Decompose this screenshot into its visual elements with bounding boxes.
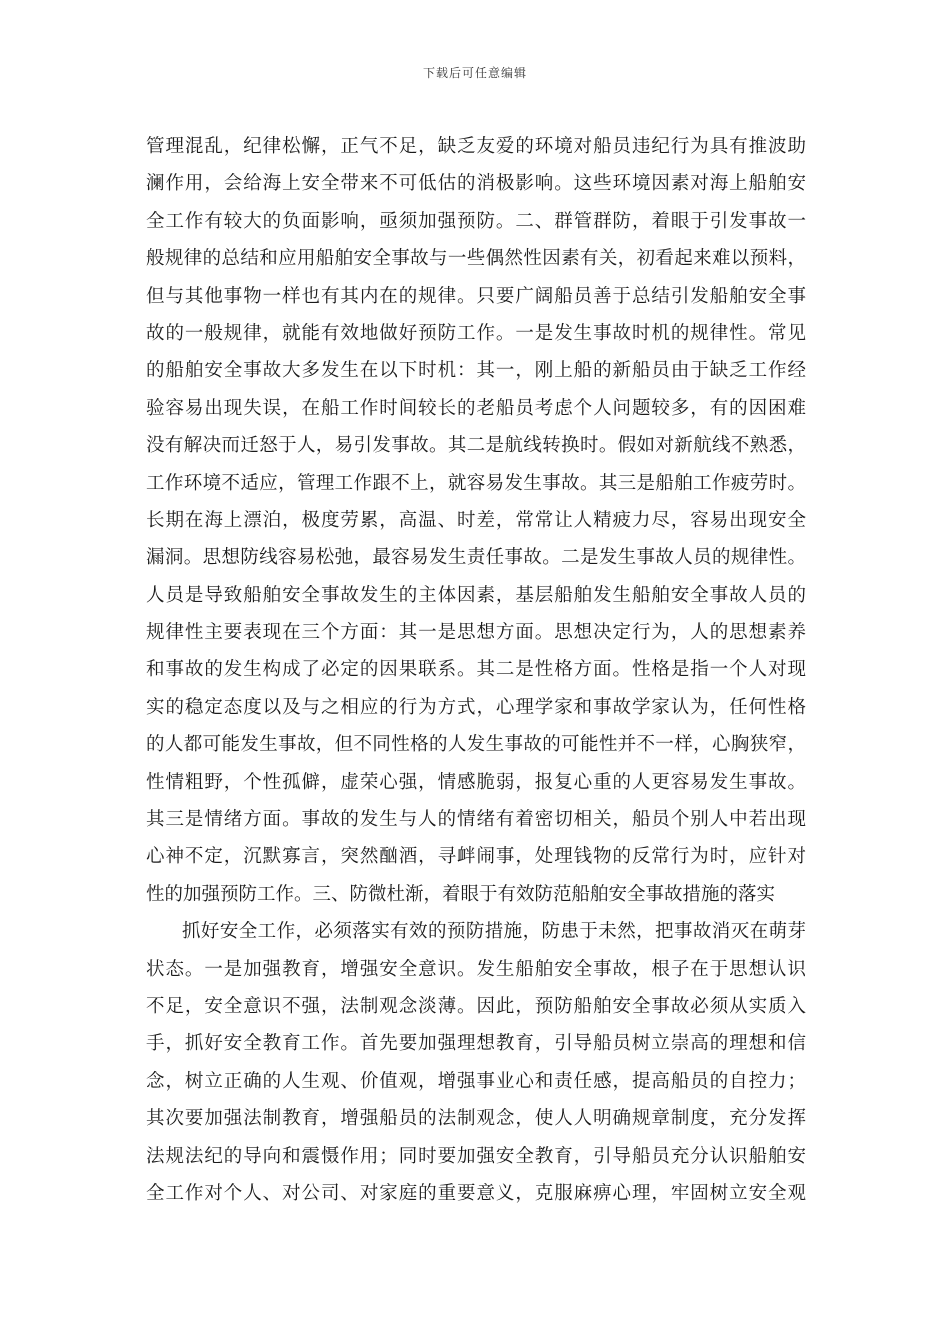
text-line: 法规法纪的导向和震慑作用；同时要加强安全教育，引导船员充分认识船舶安	[146, 1145, 806, 1167]
text-line: 没有解决而迁怒于人，易引发事故。其二是航线转换时。假如对新航线不熟悉，	[146, 435, 806, 457]
document-body	[146, 128, 806, 1212]
text-line: 工作环境不适应，管理工作跟不上，就容易发生事故。其三是船舶工作疲劳时。	[146, 472, 806, 494]
text-line: 长期在海上漂泊，极度劳累，高温、时差，常常让人精疲力尽，容易出现安全	[146, 509, 806, 531]
text-line: 念，树立正确的人生观、价值观，增强事业心和责任感，提高船员的自控力；	[146, 1070, 806, 1092]
text-line: 的人都可能发生事故，但不同性格的人发生事故的可能性并不一样，心胸狭窄，	[146, 734, 806, 756]
text-line: 实的稳定态度以及与之相应的行为方式，心理学家和事故学家认为，任何性格	[146, 696, 806, 718]
text-line: 和事故的发生构成了必定的因果联系。其二是性格方面。性格是指一个人对现	[146, 659, 806, 681]
text-line: 人员是导致船舶安全事故发生的主体因素，基层船舶发生船舶安全事故人员的	[146, 584, 806, 606]
text-line: 漏洞。思想防线容易松弛，最容易发生责任事故。二是发生事故人员的规律性。	[146, 547, 806, 569]
text-line: 般规律的总结和应用船舶安全事故与一些偶然性因素有关，初看起来难以预料，	[146, 248, 806, 270]
text-line: 其三是情绪方面。事故的发生与人的情绪有着密切相关，船员个别人中若出现	[146, 809, 806, 831]
text-line: 验容易出现失误，在船工作时间较长的老船员考虑个人问题较多，有的因困难	[146, 397, 806, 419]
text-line: 状态。一是加强教育，增强安全意识。发生船舶安全事故，根子在于思想认识	[146, 958, 806, 980]
text-line: 澜作用，会给海上安全带来不可低估的消极影响。这些环境因素对海上船舶安	[146, 173, 806, 195]
text-line: 性的加强预防工作。三、防微杜渐，着眼于有效防范船舶安全事故措施的落实	[146, 883, 776, 905]
text-line: 手，抓好安全教育工作。首先要加强理想教育，引导船员树立崇高的理想和信	[146, 1033, 806, 1055]
text-line: 其次要加强法制教育，增强船员的法制观念，使人人明确规章制度，充分发挥	[146, 1108, 806, 1130]
text-line: 性情粗野，个性孤僻，虚荣心强，情感脆弱，报复心重的人更容易发生事故。	[146, 771, 806, 793]
text-line: 的船舶安全事故大多发生在以下时机：其一，刚上船的新船员由于缺乏工作经	[146, 360, 806, 382]
text-line: 心神不定，沉默寡言，突然酗酒，寻衅闹事，处理钱物的反常行为时，应针对	[146, 846, 806, 868]
text-line: 不足，安全意识不强，法制观念淡薄。因此，预防船舶安全事故必须从实质入	[146, 995, 806, 1017]
text-line: 但与其他事物一样也有其内在的规律。只要广阔船员善于总结引发船舶安全事	[146, 285, 806, 307]
text-line: 管理混乱，纪律松懈，正气不足，缺乏友爱的环境对船员违纪行为具有推波助	[146, 136, 806, 157]
text-line-paragraph-start: 抓好安全工作，必须落实有效的预防措施，防患于未然，把事故消灭在萌芽	[182, 921, 806, 943]
text-line: 规律性主要表现在三个方面：其一是思想方面。思想决定行为，人的思想素养	[146, 622, 806, 644]
text-line: 全工作有较大的负面影响，亟须加强预防。二、群管群防，着眼于引发事故一	[146, 210, 806, 232]
text-line: 全工作对个人、对公司、对家庭的重要意义，克服麻痹心理，牢固树立安全观	[146, 1182, 806, 1204]
text-line: 故的一般规律，就能有效地做好预防工作。一是发生事故时机的规律性。常见	[146, 322, 806, 344]
page-header: 下载后可任意编辑	[422, 66, 527, 80]
